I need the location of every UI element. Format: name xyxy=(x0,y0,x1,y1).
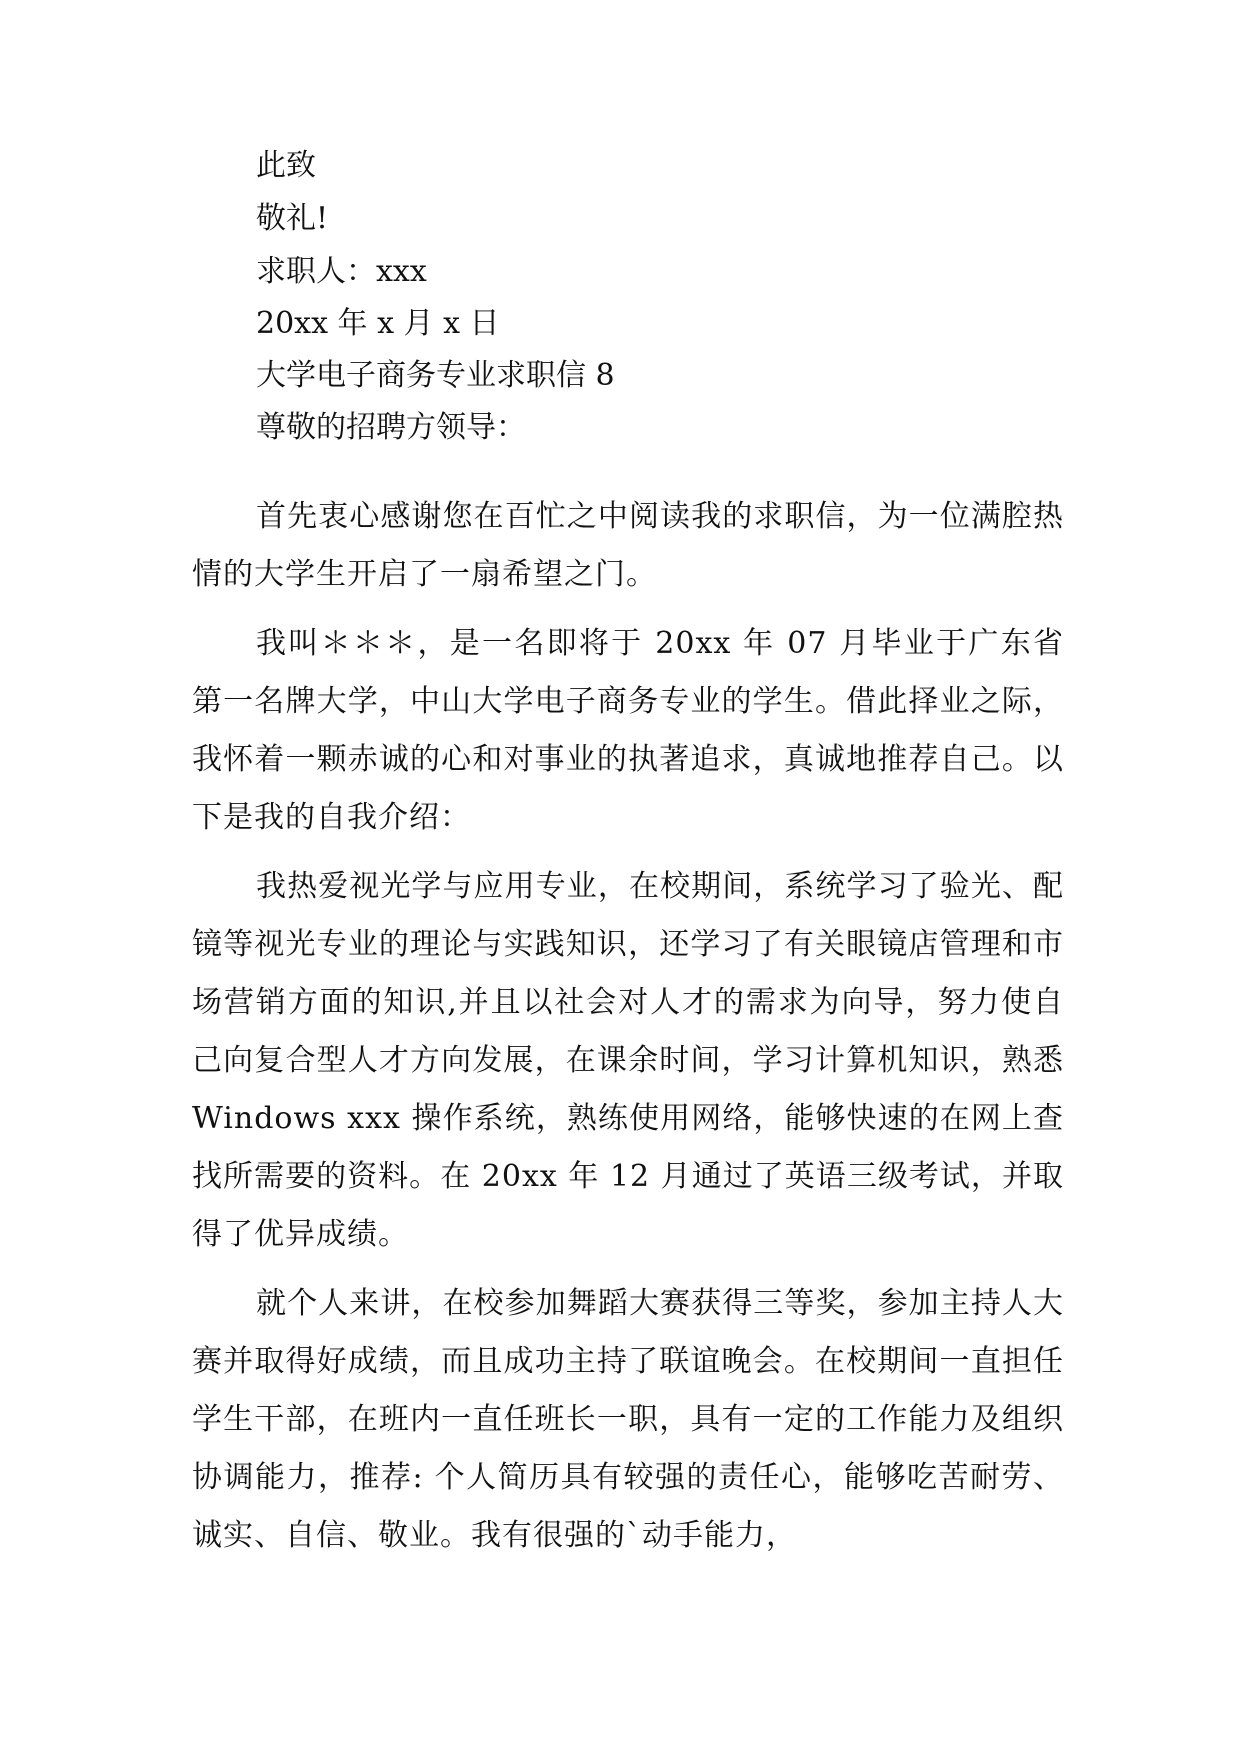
date-line: 20xx 年 x 月 x 日 xyxy=(256,306,500,341)
greeting-line: 尊敬的招聘方领导： xyxy=(256,410,526,445)
closing-line: 此致 xyxy=(256,148,316,183)
body-paragraph: 就个人来讲，在校参加舞蹈大赛获得三等奖，参加主持人大赛并取得好成绩，而且成功主持了联谊晚会。在校期间一直担任学生干部，在班内一直任班长一职，具有一定的工作能力及组织协调能力，推荐: 个人简历具有较强的责任心，能够吃苦耐劳、诚实、自信、敬业。我有很强的`动手能力， xyxy=(192,1286,1064,1553)
body-paragraph: 我叫＊＊＊，是一名即将于 20xx 年 07 月毕业于广东省第一名牌大学，中山大学电子商务专业的学生。借此择业之际，我怀着一颗赤诚的心和对事业的执著追求，真诚地推荐自己。以下是我的自我介绍： xyxy=(192,626,1064,835)
salute-line: 敬礼! xyxy=(256,201,329,236)
body-paragraph: 首先衷心感谢您在百忙之中阅读我的求职信，为一位满腔热情的大学生开启了一扇希望之门。 xyxy=(192,499,1064,592)
body-paragraph: 我热爱视光学与应用专业，在校期间，系统学习了验光、配镜等视光专业的理论与实践知识，还学习了有关眼镜店管理和市场营销方面的知识,并且以社会对人才的需求为向导，努力使自己向复合型人才方向发展，在课余时间，学习计算机知识，熟悉 Windows xxx 操作系统，熟练使用网络，能够快速的在网上查找所需要的资料。在 20xx 年 12 月通过了英语三级考试，并取得了优异成绩。 xyxy=(192,869,1064,1252)
letter-body xyxy=(192,488,1064,1576)
signature-line: 求职人：xxx xyxy=(256,254,427,289)
letter-title: 大学电子商务专业求职信 8 xyxy=(256,358,615,393)
